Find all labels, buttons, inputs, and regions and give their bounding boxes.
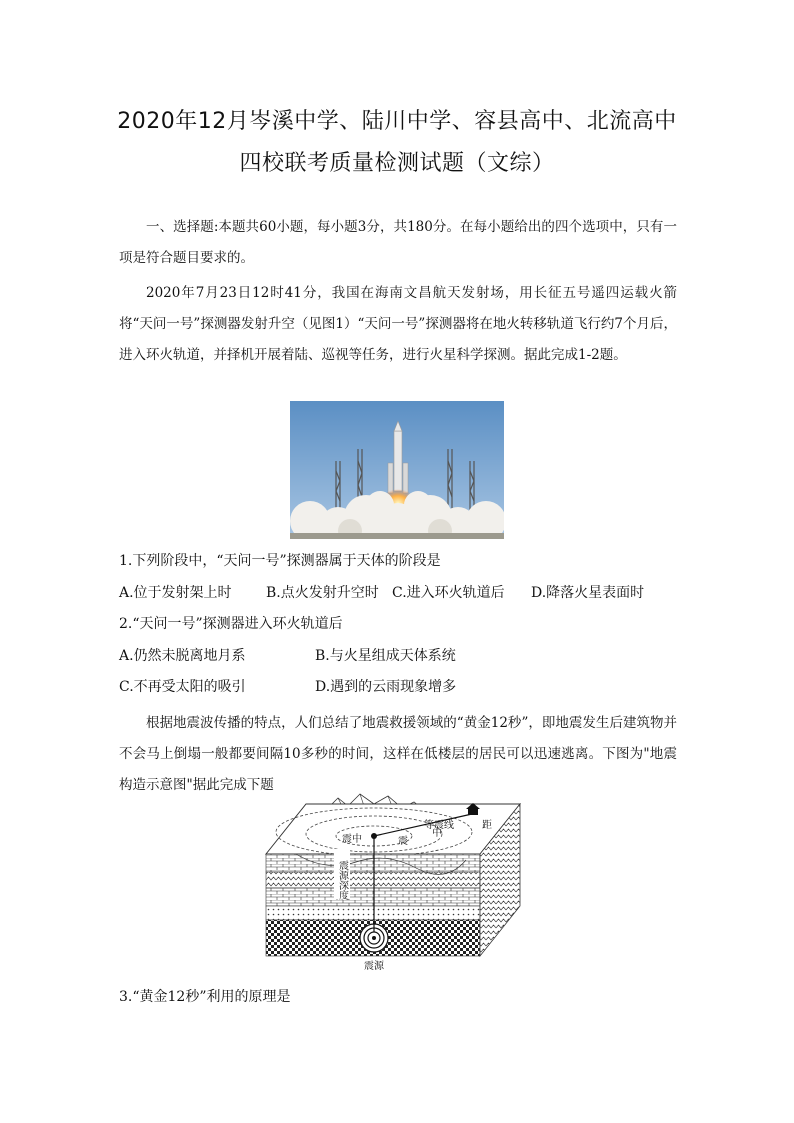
q1-option-c: C.进入环火轨道后	[392, 585, 505, 601]
focal-depth-label: 震源深度	[336, 860, 348, 900]
distance-label-3: 距	[482, 820, 492, 831]
q2-option-b: B.与火星组成天体系统	[315, 648, 456, 664]
q2-option-a: A.仍然未脱离地月系	[119, 648, 246, 664]
q1-option-b: B.点火发射升空时	[266, 585, 379, 601]
q2-option-d: D.遇到的云雨现象增多	[315, 679, 457, 695]
question-3-stem: 3.“黄金12秒”利用的原理是	[119, 989, 291, 1005]
exam-title-line1: 2020年12月岑溪中学、陆川中学、容县高中、北流高中	[117, 109, 677, 134]
passage-tianwen: 2020年7月23日12时41分，我国在海南文昌航天发射场，用长征五号遥四运载火箭将“天问一号”探测器发射升空（见图1）“天问一号”探测器将在地火转移轨道飞行约7个月后，进入环火轨道，并择机开展着陆、巡视等任务，进行火星科学探测。据此完成1-2题。	[119, 285, 677, 363]
distance-label-2: 中	[432, 828, 442, 839]
distance-label-1: 震	[398, 836, 408, 847]
section-instructions: 一、选择题:本题共60小题，每小题3分，共180分。在每小题给出的四个选项中，只有一项是符合题目要求的。	[119, 219, 677, 266]
passage-earthquake: 根据地震波传播的特点，人们总结了地震救援领域的“黄金12秒”，即地震发生后建筑物并不会马上倒塌一般都要间隔10多秒的时间，这样在低楼层的居民可以迅速逃离。下图为"地震构造示意图"据此完成下题	[119, 715, 677, 793]
q1-option-d: D.降落火星表面时	[531, 585, 645, 601]
isoseismal-label: 等震线	[424, 820, 454, 831]
exam-title-line2: 四校联考质量检测试题（文综）	[239, 151, 555, 176]
question-2-stem: 2.“天问一号”探测器进入环火轨道后	[119, 616, 343, 632]
question-1-stem: 1.下列阶段中，“天问一号”探测器属于天体的阶段是	[119, 553, 441, 569]
epicenter-label: 震中	[342, 834, 362, 845]
q1-option-a: A.位于发射架上时	[119, 585, 232, 601]
q2-option-c: C.不再受太阳的吸引	[119, 679, 246, 695]
focus-label: 震源	[364, 961, 384, 972]
earthquake-structure-diagram	[256, 792, 526, 974]
rocket-launch-photo	[290, 401, 504, 539]
